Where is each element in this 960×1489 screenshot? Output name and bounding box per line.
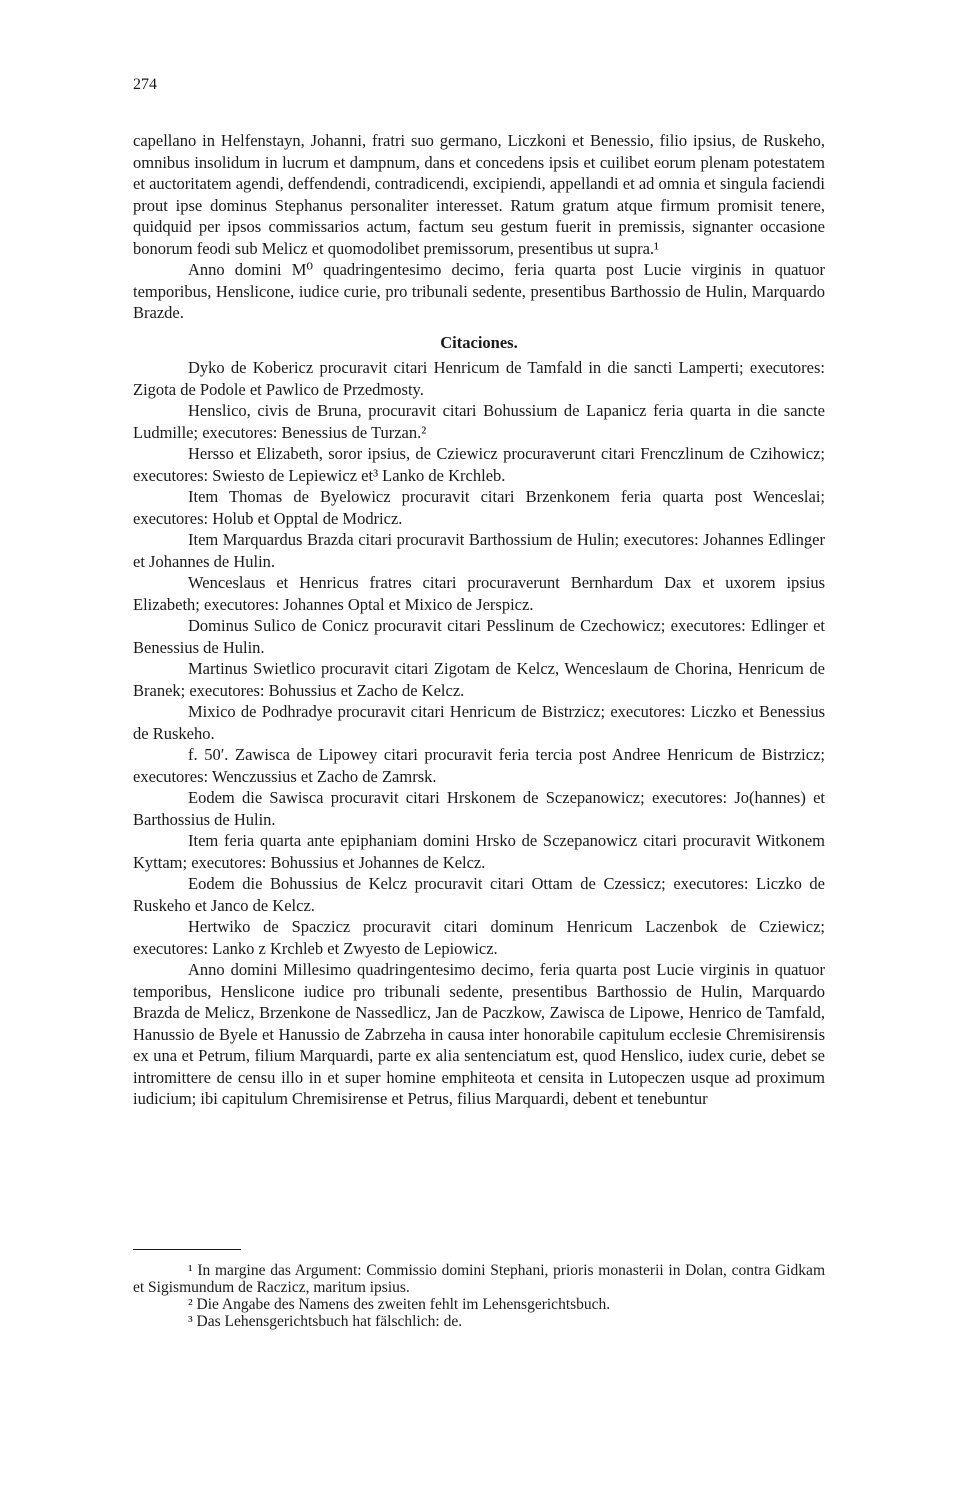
section-heading: Citaciones. [440,332,518,352]
citation-entry: Hertwiko de Spaczicz procuravit citari dominum Henricum Laczenbok de Cziewicz; executores: Lanko z Krchleb et Zwyesto de Lepiowicz. [133,917,825,958]
citation-entry: Wenceslaus et Henricus fratres citari procuraverunt Bernhardum Dax et uxorem ipsius Elizabeth; executores: Johannes Optal et Mixico de Jerspicz. [133,573,825,614]
citation-entry: Dyko de Kobericz procuravit citari Henricum de Tamfald in die sancti Lamperti; executores: Zigota de Podole et Pawlico de Przedmosty. [133,358,825,399]
citation-entry: Henslico, civis de Bruna, procuravit citari Bohussium de Lapanicz feria quarta in die sancte Ludmille; executores: Benessius de Turzan.² [133,401,825,442]
citation-entry: Item Marquardus Brazda citari procuravit Barthossium de Hulin; executores: Johannes Edlinger et Johannes de Hulin. [133,530,825,571]
page-number: 274 [133,76,157,93]
paragraph: capellano in Helfenstayn, Johanni, fratri suo germano, Liczkoni et Benessio, filio ipsius, de Ruskeho, omnibus insolidum in lucrum et dampnum, dans et concedens ipsis et cuilibet eorum plenam potestatem et auctoritatem agendi, deffendendi, contradicendi, excipiendi, appellandi et ad omnia et singula faciendi prout ipse dominus Stephanus personaliter interesset. Ratum gratum atque firmum promisit tenere, quidquid per ipsos commissarios actum, factum seu gestum fuerit in premissis, signanter occasione bonorum feodi sub Melicz et quomodolibet premissorum, presentibus ut supra.¹ [133,131,825,258]
footnote: ¹ In margine das Argument: Commissio domini Stephani, prioris monasterii in Dolan, contra Gidkam et Sigismundum de Raczicz, maritum ipsius. [133,1262,825,1296]
citation-entry: Item feria quarta ante epiphaniam domini Hrsko de Sczepanowicz citari procuravit Witkonem Kyttam; executores: Bohussius et Johannes de Kelcz. [133,831,825,872]
citation-entry: Eodem die Sawisca procuravit citari Hrskonem de Sczepanowicz; executores: Jo(hannes) et Barthossius de Hulin. [133,788,825,829]
citation-entry: Item Thomas de Byelowicz procuravit citari Brzenkonem feria quarta post Wenceslai; executores: Holub et Opptal de Modricz. [133,487,825,528]
citation-entry: Mixico de Podhradye procuravit citari Henricum de Bistrzicz; executores: Liczko et Benessius de Ruskeho. [133,702,825,743]
footnote: ² Die Angabe des Namens des zweiten fehlt im Lehensgerichtsbuch. [188,1296,611,1313]
citation-entry: Dominus Sulico de Conicz procuravit citari Pesslinum de Czechowicz; executores: Edlinger et Benessius de Hulin. [133,616,825,657]
citation-entry: Eodem die Bohussius de Kelcz procuravit citari Ottam de Czessicz; executores: Liczko de Ruskeho et Janco de Kelcz. [133,874,825,915]
paragraph: Anno domini M⁰ quadringentesimo decimo, feria quarta post Lucie virginis in quatuor temporibus, Henslicone, iudice curie, pro tribunali sedente, presentibus Barthossio de Hulin, Marquardo Brazde. [133,260,825,322]
citation-entry: Anno domini Millesimo quadringentesimo decimo, feria quarta post Lucie virginis in quatuor temporibus, Henslicone iudice pro tribunali sedente, presentibus Barthossio de Hulin, Marquardo Brazda de Melicz, Brzenkone de Nassedlicz, Jan de Paczkow, Zawisca de Lipowe, Henrico de Tamfald, Hanussio de Byele et Hanussio de Zabrzeha in causa inter honorabile capitulum ecclesie Chremisirensis ex una et Petrum, filium Marquardi, parte ex alia sentenciatum est, quod Henslico, iudex curie, debet se intromittere de censu illo in et super homine emphiteota et censita in Lutopeczen usque ad proximum iudicium; ibi capitulum Chremisirense et Petrus, filius Marquardi, debent et tenebuntur [133,960,825,1108]
footnote: ³ Das Lehensgerichtsbuch hat fälschlich: de. [188,1313,463,1330]
citation-entry: Martinus Swietlico procuravit citari Zigotam de Kelcz, Wenceslaum de Chorina, Henricum de Branek; executores: Bohussius et Zacho de Kelcz. [133,659,825,700]
citation-entry: f. 50ʹ. Zawisca de Lipowey citari procuravit feria tercia post Andree Henricum de Bistrzicz; executores: Wenczussius et Zacho de Zamrsk. [133,745,825,786]
citation-entry: Hersso et Elizabeth, soror ipsius, de Cziewicz procuraverunt citari Frenczlinum de Czihowicz; executores: Swiesto de Lepiewicz et³ Lanko de Krchleb. [133,444,825,485]
main-text [133,130,825,1110]
footnotes [133,1262,825,1330]
footnote-divider [133,1249,241,1250]
